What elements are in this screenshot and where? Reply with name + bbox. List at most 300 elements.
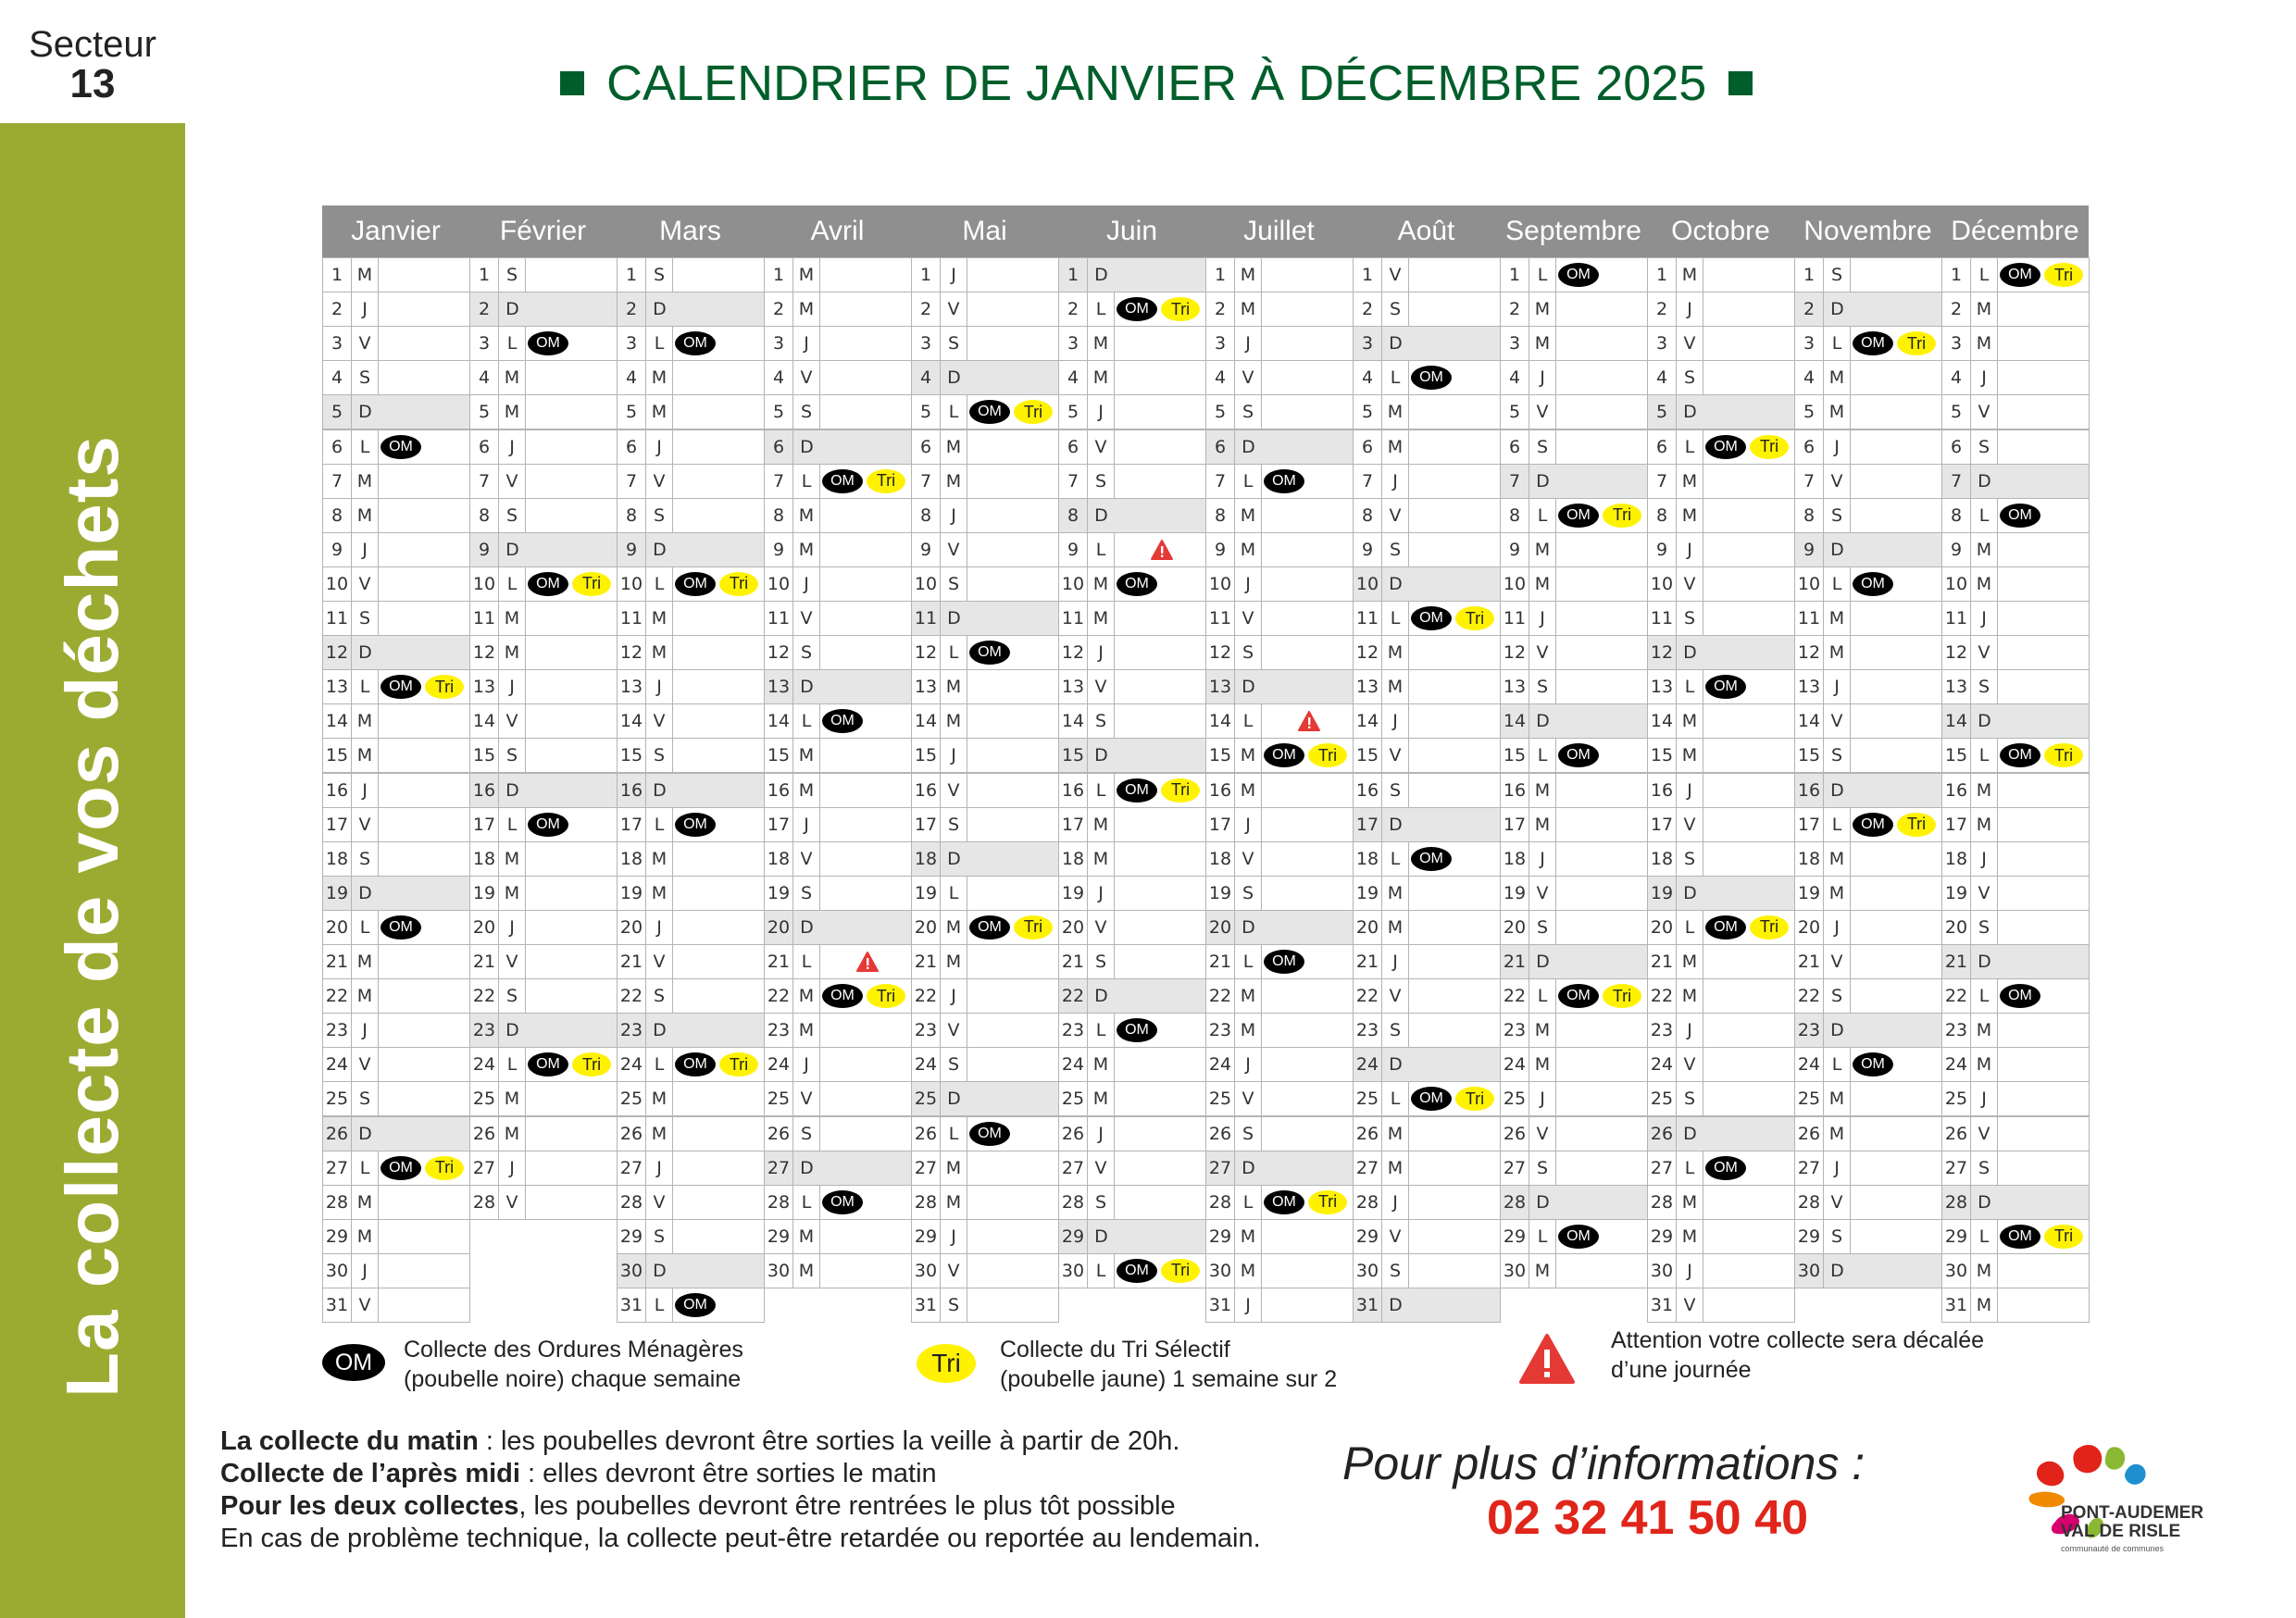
calendar-day xyxy=(1353,464,1501,499)
day-letter: M xyxy=(1087,361,1115,394)
calendar-day xyxy=(1647,1081,1795,1116)
collection-tags xyxy=(969,1117,1010,1151)
day-number: 15 xyxy=(914,745,938,766)
day-letter: J xyxy=(1529,602,1556,635)
calendar-day xyxy=(1205,1116,1354,1151)
calendar-day xyxy=(469,978,618,1014)
calendar-day xyxy=(617,532,765,567)
day-letter: D xyxy=(645,292,673,326)
calendar-day xyxy=(1794,1151,1942,1186)
day-letter: M xyxy=(1234,1254,1262,1288)
calendar-day xyxy=(1205,738,1354,773)
calendar-day xyxy=(1353,601,1501,636)
tri-badge: Tri xyxy=(1161,297,1200,321)
calendar-day xyxy=(1500,978,1648,1014)
day-number: 21 xyxy=(1355,952,1379,973)
day-letter: S xyxy=(498,499,526,532)
day-letter: M xyxy=(351,704,379,738)
calendar-day xyxy=(1205,910,1354,945)
note-line-1-bold: La collecte du matin xyxy=(220,1426,479,1456)
day-letter: S xyxy=(351,361,379,394)
day-letter: L xyxy=(1529,979,1556,1013)
collection-tags xyxy=(675,1048,758,1081)
day-letter: L xyxy=(645,567,673,601)
collection-tags xyxy=(1117,774,1200,807)
day-number: 20 xyxy=(1797,916,1821,938)
day-number: 13 xyxy=(1503,677,1527,698)
day-letter: V xyxy=(1087,430,1115,464)
day-letter: D xyxy=(351,1117,379,1151)
calendar-day xyxy=(617,464,765,499)
calendar-day xyxy=(1500,876,1648,911)
calendar-day xyxy=(1353,773,1501,808)
day-number: 2 xyxy=(1508,299,1521,320)
day-letter: V xyxy=(1970,636,1998,669)
day-letter: V xyxy=(1381,1220,1409,1253)
day-letter: S xyxy=(1823,1220,1851,1253)
day-number: 27 xyxy=(1650,1157,1674,1178)
day-number: 16 xyxy=(1944,779,1968,801)
calendar-day xyxy=(1500,1219,1648,1254)
day-letter: V xyxy=(1676,327,1703,360)
calendar-day xyxy=(1647,429,1795,465)
day-number: 1 xyxy=(1803,265,1816,286)
day-letter: L xyxy=(1970,258,1998,292)
day-letter: V xyxy=(1823,465,1851,498)
day-number: 23 xyxy=(1355,1020,1379,1041)
day-number: 17 xyxy=(325,814,349,835)
om-badge: OM xyxy=(822,1190,863,1214)
day-number: 22 xyxy=(325,986,349,1007)
day-letter: S xyxy=(1676,842,1703,876)
day-number: 15 xyxy=(1650,745,1674,766)
day-letter: V xyxy=(351,567,379,601)
legend-tri-text xyxy=(1000,1335,1337,1394)
legend-warn-line2: d’une journée xyxy=(1611,1357,1752,1383)
calendar-day xyxy=(1058,1151,1206,1186)
calendar-day xyxy=(764,1116,912,1151)
day-letter: M xyxy=(1381,670,1409,703)
collection-tags xyxy=(822,465,905,498)
day-letter: S xyxy=(1529,1151,1556,1185)
day-number: 23 xyxy=(1944,1020,1968,1041)
day-number: 27 xyxy=(1944,1157,1968,1178)
day-letter: M xyxy=(645,1082,673,1115)
om-badge: OM xyxy=(1705,675,1746,699)
day-number: 7 xyxy=(478,470,491,492)
day-letter: D xyxy=(1970,1186,1998,1219)
day-number: 7 xyxy=(1950,470,1963,492)
om-badge: OM xyxy=(2000,984,2040,1008)
calendar-day xyxy=(1941,944,2090,979)
tri-badge: Tri xyxy=(1897,331,1936,355)
calendar-day xyxy=(469,738,618,773)
day-number: 27 xyxy=(325,1157,349,1178)
calendar-day xyxy=(1794,635,1942,670)
info-phone[interactable]: 02 32 41 50 40 xyxy=(1487,1491,1808,1545)
calendar-day xyxy=(1058,360,1206,395)
calendar-day xyxy=(1500,635,1648,670)
calendar-day xyxy=(1353,910,1501,945)
collection-tags xyxy=(381,911,421,944)
day-letter: V xyxy=(1529,1117,1556,1151)
legend-tri-badge: Tri xyxy=(917,1344,976,1383)
om-badge: OM xyxy=(1705,1156,1746,1180)
om-badge: OM xyxy=(1411,606,1452,630)
collection-tags xyxy=(1117,533,1174,566)
legend-tri-line1: Collecte du Tri Sélectif xyxy=(1000,1337,1230,1363)
month-header: Mai xyxy=(911,205,1058,257)
day-number: 18 xyxy=(1208,848,1232,869)
day-letter: D xyxy=(792,430,820,464)
calendar-day xyxy=(1941,1288,2090,1323)
day-number: 24 xyxy=(767,1054,791,1076)
day-number: 9 xyxy=(331,539,343,560)
day-letter: D xyxy=(498,292,526,326)
calendar-day xyxy=(1353,1047,1501,1082)
day-number: 27 xyxy=(619,1157,643,1178)
calendar-day xyxy=(911,1219,1059,1254)
calendar-day xyxy=(1794,429,1942,465)
collection-tags xyxy=(1411,1082,1494,1115)
calendar-day xyxy=(911,703,1059,739)
calendar-day xyxy=(1500,703,1648,739)
calendar-day xyxy=(469,1151,618,1186)
day-number: 18 xyxy=(914,848,938,869)
legend-om-text xyxy=(404,1335,743,1394)
day-letter: J xyxy=(940,499,967,532)
day-number: 24 xyxy=(1355,1054,1379,1076)
calendar-day xyxy=(911,841,1059,877)
calendar-day xyxy=(1500,326,1648,361)
day-number: 30 xyxy=(914,1260,938,1281)
day-letter: M xyxy=(498,1082,526,1115)
day-letter: L xyxy=(645,1048,673,1081)
day-letter: M xyxy=(1970,292,1998,326)
day-number: 6 xyxy=(1508,436,1521,457)
calendar-day xyxy=(1205,360,1354,395)
day-number: 9 xyxy=(625,539,638,560)
calendar-day xyxy=(322,429,470,465)
om-badge: OM xyxy=(528,572,568,596)
calendar-day xyxy=(1647,1047,1795,1082)
day-number: 30 xyxy=(325,1260,349,1281)
calendar-day xyxy=(1794,360,1942,395)
day-letter: S xyxy=(1087,704,1115,738)
day-number: 1 xyxy=(1361,265,1374,286)
calendar-day xyxy=(1500,292,1648,327)
calendar-day xyxy=(1794,1013,1942,1048)
calendar-day xyxy=(322,360,470,395)
day-number: 29 xyxy=(1944,1226,1968,1247)
collection-tags xyxy=(1705,670,1746,703)
day-number: 1 xyxy=(1067,265,1079,286)
tri-badge: Tri xyxy=(867,469,905,493)
day-letter: V xyxy=(1970,395,1998,429)
calendar-day xyxy=(1058,1047,1206,1082)
calendar-day xyxy=(911,532,1059,567)
day-letter: L xyxy=(1234,704,1262,738)
day-letter: S xyxy=(940,327,967,360)
month-header: Avril xyxy=(764,205,911,257)
day-number: 13 xyxy=(914,677,938,698)
collection-tags xyxy=(1853,327,1936,360)
day-number: 21 xyxy=(619,952,643,973)
day-number: 30 xyxy=(1944,1260,1968,1281)
calendar-day xyxy=(764,464,912,499)
calendar-day xyxy=(1794,1253,1942,1288)
day-letter: S xyxy=(1823,258,1851,292)
day-number: 20 xyxy=(1061,916,1085,938)
day-letter: M xyxy=(1087,1048,1115,1081)
day-number: 13 xyxy=(1208,677,1232,698)
calendar-day xyxy=(1205,1288,1354,1323)
title-square-right-icon xyxy=(1728,71,1753,95)
day-letter: S xyxy=(792,877,820,910)
day-number: 12 xyxy=(1208,642,1232,664)
calendar-day xyxy=(1500,532,1648,567)
calendar-day xyxy=(764,1185,912,1220)
day-number: 7 xyxy=(1655,470,1668,492)
day-letter: D xyxy=(351,395,379,429)
collection-tags xyxy=(2000,979,2040,1013)
day-number: 26 xyxy=(325,1123,349,1144)
day-letter: J xyxy=(498,1151,526,1185)
day-letter: D xyxy=(1970,945,1998,978)
day-number: 3 xyxy=(625,333,638,355)
info-label: Pour plus d’informations : xyxy=(1342,1438,1866,1489)
collection-tags xyxy=(822,945,880,978)
day-letter: M xyxy=(940,704,967,738)
day-number: 15 xyxy=(325,745,349,766)
day-number: 23 xyxy=(325,1020,349,1041)
day-number: 24 xyxy=(325,1054,349,1076)
calendar-day xyxy=(1353,292,1501,327)
calendar-day xyxy=(1205,1253,1354,1288)
day-letter: D xyxy=(1676,877,1703,910)
calendar-day xyxy=(1794,326,1942,361)
day-letter: V xyxy=(940,533,967,566)
calendar-day xyxy=(1941,464,2090,499)
calendar-day xyxy=(1353,978,1501,1014)
calendar-day xyxy=(1205,394,1354,429)
day-number: 6 xyxy=(478,436,491,457)
day-number: 6 xyxy=(1067,436,1079,457)
day-letter: M xyxy=(498,636,526,669)
day-letter: L xyxy=(1970,499,1998,532)
day-letter: M xyxy=(1529,774,1556,807)
day-letter: L xyxy=(792,945,820,978)
calendar-day xyxy=(1058,257,1206,292)
calendar-day xyxy=(1058,635,1206,670)
day-number: 9 xyxy=(478,539,491,560)
day-letter: J xyxy=(1381,945,1409,978)
day-number: 28 xyxy=(325,1191,349,1213)
page-title xyxy=(560,51,1753,116)
collection-tags xyxy=(822,1186,863,1219)
day-number: 20 xyxy=(1944,916,1968,938)
calendar-day xyxy=(1794,841,1942,877)
calendar-day xyxy=(1205,807,1354,842)
day-letter: J xyxy=(1381,465,1409,498)
day-letter: M xyxy=(645,602,673,635)
calendar-day xyxy=(617,498,765,533)
day-number: 14 xyxy=(1797,711,1821,732)
day-letter: D xyxy=(1529,704,1556,738)
calendar-day xyxy=(1647,1151,1795,1186)
day-number: 18 xyxy=(767,848,791,869)
calendar-day xyxy=(1647,1185,1795,1220)
day-number: 1 xyxy=(772,265,785,286)
day-letter: V xyxy=(1381,499,1409,532)
calendar-day xyxy=(1794,1047,1942,1082)
day-letter: V xyxy=(792,602,820,635)
day-letter: V xyxy=(940,774,967,807)
calendar-day xyxy=(911,910,1059,945)
calendar-day xyxy=(764,1081,912,1116)
calendar-day xyxy=(911,738,1059,773)
day-letter: M xyxy=(1970,1048,1998,1081)
calendar-day xyxy=(617,360,765,395)
om-badge: OM xyxy=(822,469,863,493)
calendar-day xyxy=(764,326,912,361)
calendar-day xyxy=(469,635,618,670)
day-number: 17 xyxy=(767,814,791,835)
day-letter: S xyxy=(645,1220,673,1253)
day-letter: J xyxy=(351,1014,379,1047)
day-number: 8 xyxy=(1067,504,1079,526)
om-badge: OM xyxy=(1558,743,1599,767)
day-number: 22 xyxy=(1208,986,1232,1007)
day-number: 7 xyxy=(1803,470,1816,492)
day-letter: D xyxy=(1381,327,1409,360)
day-letter: M xyxy=(1234,499,1262,532)
collection-tags xyxy=(1705,911,1789,944)
day-number: 29 xyxy=(1503,1226,1527,1247)
day-letter: M xyxy=(645,1117,673,1151)
calendar-day xyxy=(1205,1185,1354,1220)
calendar-day xyxy=(469,703,618,739)
calendar-day xyxy=(764,394,912,429)
om-badge: OM xyxy=(528,331,568,355)
day-letter: V xyxy=(351,1048,379,1081)
calendar-day xyxy=(617,669,765,704)
day-letter: S xyxy=(1087,465,1115,498)
calendar-day xyxy=(1647,1219,1795,1254)
day-letter: L xyxy=(498,327,526,360)
om-badge: OM xyxy=(1117,1259,1157,1283)
day-letter: S xyxy=(498,739,526,772)
day-letter: V xyxy=(498,1186,526,1219)
calendar-day xyxy=(764,1219,912,1254)
day-letter: M xyxy=(1234,292,1262,326)
day-number: 1 xyxy=(625,265,638,286)
calendar-day xyxy=(1058,1081,1206,1116)
tri-badge: Tri xyxy=(425,1156,464,1180)
day-number: 13 xyxy=(1355,677,1379,698)
day-letter: V xyxy=(1234,361,1262,394)
day-letter: L xyxy=(1529,1220,1556,1253)
day-letter: M xyxy=(1529,533,1556,566)
day-letter: J xyxy=(1676,533,1703,566)
tri-badge: Tri xyxy=(2044,1225,2083,1249)
calendar-day xyxy=(1500,807,1648,842)
day-letter: V xyxy=(1823,1186,1851,1219)
day-letter: L xyxy=(1381,1082,1409,1115)
day-number: 29 xyxy=(767,1226,791,1247)
calendar-day xyxy=(1058,601,1206,636)
collection-tags xyxy=(1558,258,1599,292)
day-number: 25 xyxy=(472,1089,496,1110)
day-number: 14 xyxy=(325,711,349,732)
day-number: 24 xyxy=(914,1054,938,1076)
calendar-day xyxy=(1353,635,1501,670)
collection-tags xyxy=(675,1288,716,1322)
calendar-day xyxy=(617,1047,765,1082)
day-letter: J xyxy=(940,979,967,1013)
day-number: 19 xyxy=(767,882,791,903)
calendar-day xyxy=(1941,1013,2090,1048)
day-number: 1 xyxy=(919,265,932,286)
day-number: 18 xyxy=(1503,848,1527,869)
day-letter: L xyxy=(1529,499,1556,532)
calendar-day xyxy=(764,807,912,842)
logo-subtitle: communauté de communes xyxy=(2061,1544,2165,1553)
calendar-day xyxy=(617,978,765,1014)
calendar-day xyxy=(617,773,765,808)
calendar-day xyxy=(1941,773,2090,808)
calendar-day xyxy=(764,1013,912,1048)
tri-badge: Tri xyxy=(867,984,905,1008)
om-badge: OM xyxy=(1264,950,1304,974)
calendar-day xyxy=(911,394,1059,429)
day-letter: S xyxy=(1970,670,1998,703)
day-letter: M xyxy=(1823,1082,1851,1115)
day-letter: M xyxy=(1087,567,1115,601)
day-number: 23 xyxy=(1797,1020,1821,1041)
day-letter: M xyxy=(1234,1220,1262,1253)
collection-tags xyxy=(1558,739,1599,772)
day-letter: J xyxy=(351,292,379,326)
day-letter: V xyxy=(1676,567,1703,601)
day-letter: J xyxy=(1381,704,1409,738)
day-number: 31 xyxy=(1355,1295,1379,1316)
day-number: 8 xyxy=(1361,504,1374,526)
calendar-day xyxy=(322,1288,470,1323)
note-line-1-rest: : les poubelles devront être sorties la veille à partir de 20h. xyxy=(478,1426,1180,1456)
day-number: 1 xyxy=(1950,265,1963,286)
calendar-day xyxy=(322,532,470,567)
calendar-day xyxy=(322,910,470,945)
calendar-day xyxy=(1353,498,1501,533)
calendar-day xyxy=(1941,292,2090,327)
calendar-day xyxy=(1647,944,1795,979)
calendar-day xyxy=(1058,326,1206,361)
day-letter: L xyxy=(1087,1254,1115,1288)
calendar-day xyxy=(617,1081,765,1116)
day-letter: D xyxy=(1970,704,1998,738)
day-number: 30 xyxy=(1797,1260,1821,1281)
day-letter: S xyxy=(351,602,379,635)
day-number: 20 xyxy=(767,916,791,938)
day-letter: L xyxy=(1823,327,1851,360)
day-number: 23 xyxy=(1650,1020,1674,1041)
day-number: 10 xyxy=(1208,573,1232,594)
day-letter: V xyxy=(1676,808,1703,841)
calendar-day xyxy=(469,807,618,842)
calendar-day xyxy=(1647,669,1795,704)
day-number: 17 xyxy=(472,814,496,835)
